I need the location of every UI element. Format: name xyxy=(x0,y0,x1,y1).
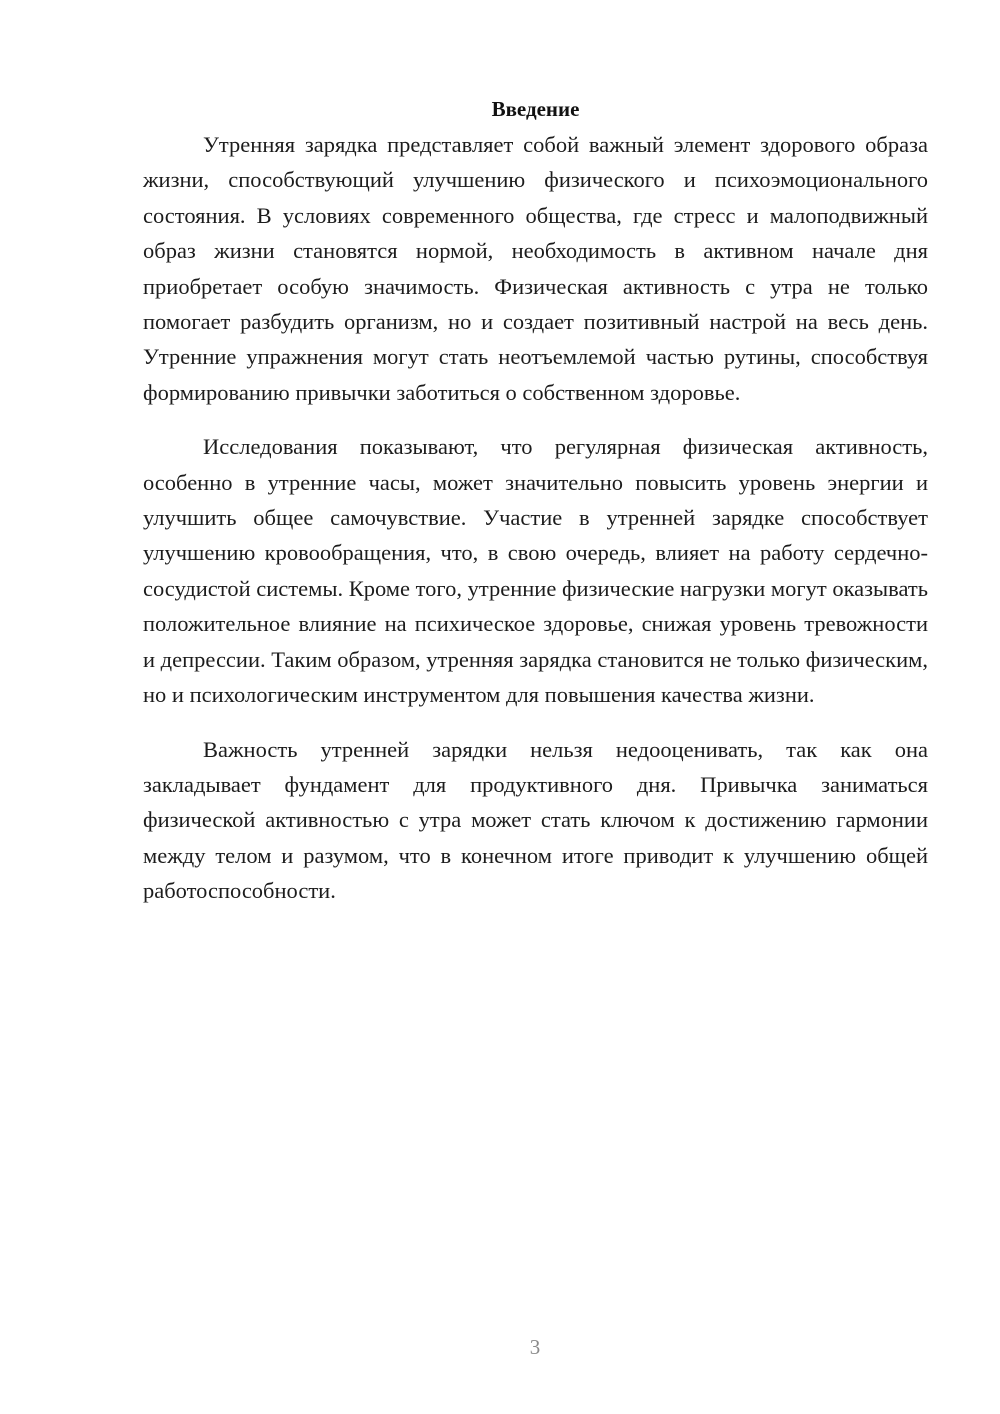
page-content xyxy=(143,92,928,928)
paragraph-1: Утренняя зарядка представляет собой важный элемент здорового образа жизни, способствующий улучшению физического и психоэмоционального состояния. В условиях современного общества, где стресс и малоподвижный образ жизни становятся нормой, необходимость в активном начале дня приобретает особую значимость. Физическая активность с утра не только помогает разбудить организм, но и создает позитивный настрой на весь день. Утренние упражнения могут стать неотъемлемой частью рутины, способствуя формированию привычки заботиться о собственном здоровье. xyxy=(143,132,928,405)
paragraph-2: Исследования показывают, что регулярная физическая активность, особенно в утренние часы, может значительно повысить уровень энергии и улучшить общее самочувствие. Участие в утренней зарядке способствует улучшению кровообращения, что, в свою очередь, влияет на работу сердечно-сосудистой системы. Кроме того, утренние физические нагрузки могут оказывать положительное влияние на психическое здоровье, снижая уровень тревожности и депрессии. Таким образом, утренняя зарядка становится не только физическим, но и психологическим инструментом для повышения качества жизни. xyxy=(143,434,929,708)
page-number: 3 xyxy=(529,1335,541,1359)
section-heading: Введение xyxy=(491,97,580,121)
paragraph-3: Важность утренней зарядки нельзя недооценивать, так как она закладывает фундамент для продуктивного дня. Привычка заниматься физической активностью с утра может стать ключом к достижению гармонии между телом и разумом, что в конечном итоге приводит к улучшению общей работоспособности. xyxy=(143,736,928,904)
